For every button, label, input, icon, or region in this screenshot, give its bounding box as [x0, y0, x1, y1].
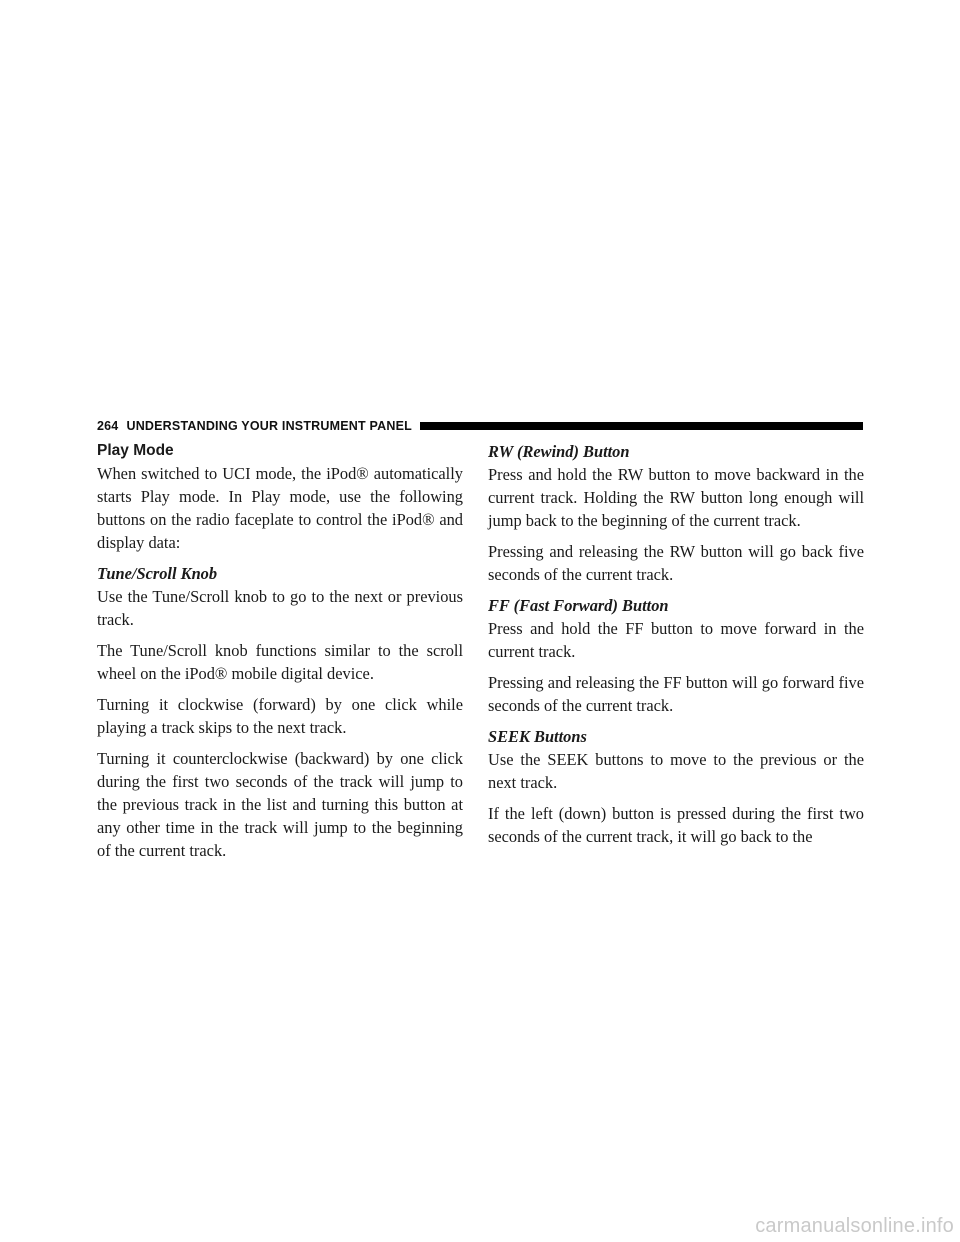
- tune-paragraph-4: Turning it counterclockwise (backward) by one click during the first two seconds of the track will jump to the previous track in the list and turning this button at any other time in the track will jump to the beginning of the current track.: [97, 749, 463, 860]
- tune-paragraph-1: Use the Tune/Scroll knob to go to the next or previous track.: [97, 587, 463, 629]
- section-title: Play Mode: [97, 442, 174, 459]
- seek-heading: SEEK Buttons: [488, 727, 587, 746]
- running-head-title: UNDERSTANDING YOUR INSTRUMENT PANEL: [126, 419, 412, 433]
- page-number: 264: [97, 419, 119, 433]
- intro-paragraph: When switched to UCI mode, the iPod® automatically starts Play mode. In Play mode, use the following buttons on the radio faceplate to control the iPod® and display data:: [97, 464, 463, 552]
- tune-paragraph-2: The Tune/Scroll knob functions similar to the scroll wheel on the iPod® mobile digital device.: [97, 641, 463, 683]
- tune-paragraph-3: Turning it clockwise (forward) by one click while playing a track skips to the next track.: [97, 695, 463, 737]
- left-column: [97, 440, 463, 870]
- running-header: [97, 418, 863, 434]
- seek-paragraph-1: Use the SEEK buttons to move to the previous or the next track.: [488, 750, 864, 792]
- ff-paragraph-2: Pressing and releasing the FF button will go forward five seconds of the current track.: [488, 673, 864, 715]
- tune-scroll-heading: Tune/Scroll Knob: [97, 564, 218, 583]
- rw-paragraph-1: Press and hold the RW button to move backward in the current track. Holding the RW button long enough will jump back to the beginning of the current track.: [488, 465, 864, 530]
- rw-paragraph-2: Pressing and releasing the RW button will go back five seconds of the current track.: [488, 542, 864, 584]
- rw-heading: RW (Rewind) Button: [488, 442, 630, 461]
- right-column: [488, 440, 864, 856]
- watermark-logo: carmanualsonline.info: [755, 1215, 954, 1237]
- seek-paragraph-2: If the left (down) button is pressed during the first two seconds of the current track, it will go back to the: [488, 804, 864, 846]
- ff-heading: FF (Fast Forward) Button: [488, 596, 669, 615]
- ff-paragraph-1: Press and hold the FF button to move forward in the current track.: [488, 619, 864, 661]
- header-rule: [420, 422, 863, 430]
